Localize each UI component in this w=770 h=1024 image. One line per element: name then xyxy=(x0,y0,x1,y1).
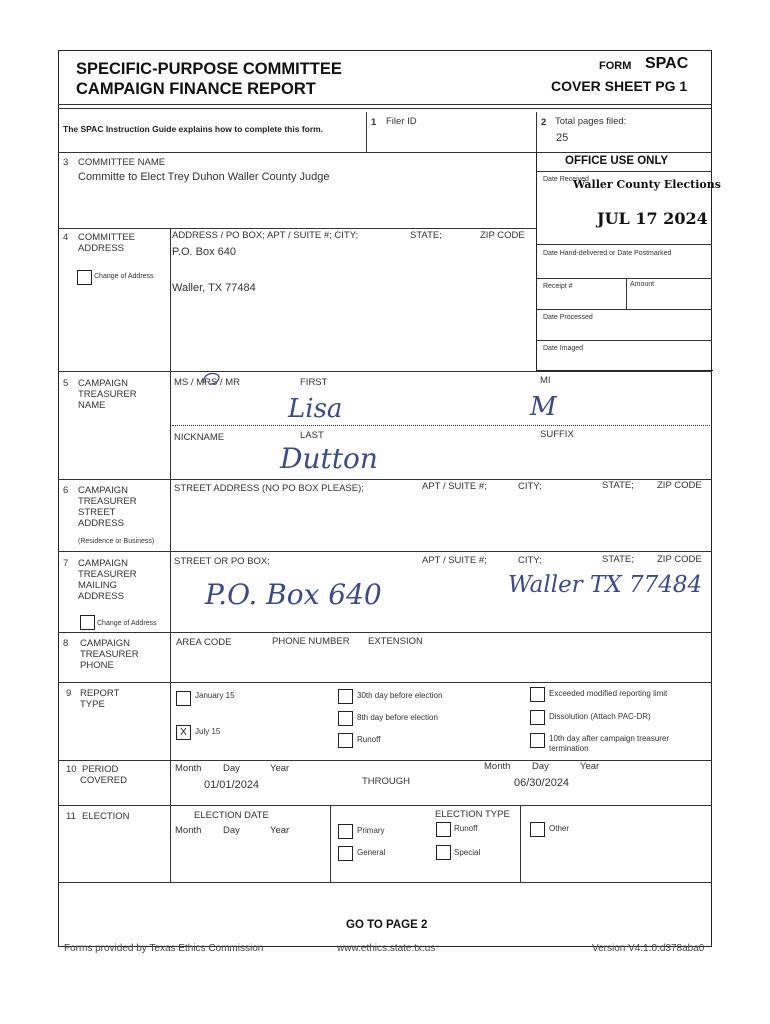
treasurer-name-label2: TREASURER xyxy=(78,389,137,400)
election-date-label: ELECTION DATE xyxy=(194,810,269,821)
period-to-day-label: Day xyxy=(532,761,549,772)
general-label: General xyxy=(357,848,386,857)
divider xyxy=(58,682,712,683)
address-columns-label: ADDRESS / PO BOX; APT / SUITE #; CITY; xyxy=(172,230,359,241)
address-zip-label: ZIP CODE xyxy=(480,230,525,241)
middle-initial-handwritten: M xyxy=(530,392,557,422)
committee-address-line2: Waller, TX 77484 xyxy=(172,282,256,294)
divider xyxy=(170,371,171,479)
street-address-label: STREET ADDRESS (NO PO BOX PLEASE); xyxy=(174,483,364,494)
mailing-label3: MAILING xyxy=(78,580,118,591)
divider xyxy=(58,632,712,633)
cover-sheet-label: COVER SHEET PG 1 xyxy=(551,78,688,94)
title-label: MS / MRS / MR xyxy=(174,377,240,388)
phone-label1: CAMPAIGN xyxy=(80,638,130,649)
change-of-address-label: Change of Address xyxy=(94,273,154,280)
mailing-city-label: CITY; xyxy=(518,555,542,566)
divider xyxy=(330,805,331,882)
divider xyxy=(58,882,712,883)
divider xyxy=(170,805,171,882)
divider xyxy=(58,228,536,229)
january-15-checkbox[interactable] xyxy=(176,691,191,706)
section11-num: 11 xyxy=(66,811,76,822)
election-month-label: Month xyxy=(175,825,202,836)
divider xyxy=(537,340,712,341)
hand-delivered-label: Date Hand-delivered or Date Postmarked xyxy=(543,250,672,257)
section6-num: 6 xyxy=(63,485,69,496)
form-title-line2: CAMPAIGN FINANCE REPORT xyxy=(76,80,316,98)
mailing-apt-label: APT / SUITE #; xyxy=(422,555,487,566)
period-to-year-label: Year xyxy=(580,761,600,772)
divider xyxy=(170,228,171,371)
runoff-election-checkbox[interactable] xyxy=(436,822,451,837)
street-label4: ADDRESS xyxy=(78,518,124,529)
divider xyxy=(537,278,712,279)
street-label1: CAMPAIGN xyxy=(78,485,128,496)
section4-num: 4 xyxy=(63,232,69,243)
period-label2: COVERED xyxy=(80,775,127,786)
mailing-label4: ADDRESS xyxy=(78,591,124,602)
go-to-page-2: GO TO PAGE 2 xyxy=(346,919,428,931)
exceeded-limit-label: Exceeded modified reporting limit xyxy=(549,689,668,698)
section9-num: 9 xyxy=(66,688,72,699)
street-apt-label: APT / SUITE #; xyxy=(422,481,487,492)
july-15-checkbox[interactable]: X xyxy=(176,725,191,740)
divider xyxy=(58,371,712,372)
date-received-label: Date Received xyxy=(543,176,589,183)
8th-day-checkbox[interactable] xyxy=(338,711,353,726)
street-zip-label: ZIP CODE xyxy=(657,480,702,491)
runoff-report-checkbox[interactable] xyxy=(338,733,353,748)
mailing-change-of-address-checkbox[interactable] xyxy=(80,615,95,630)
treasurer-name-label1: CAMPAIGN xyxy=(78,378,128,389)
first-name-label: FIRST xyxy=(300,377,328,388)
divider xyxy=(58,760,712,761)
january-15-label: January 15 xyxy=(195,691,235,700)
first-name-handwritten: Lisa xyxy=(288,394,343,424)
last-name-label: LAST xyxy=(300,430,324,441)
july-15-label: July 15 xyxy=(195,727,221,736)
change-of-address-checkbox[interactable] xyxy=(77,270,92,285)
other-label: Other xyxy=(549,824,570,833)
divider xyxy=(626,278,627,309)
phone-label2: TREASURER xyxy=(80,649,139,660)
address-state-label: STATE; xyxy=(410,230,442,241)
10th-day-label1: 10th day after campaign treasurer xyxy=(549,734,670,743)
form-title-line1: SPECIFIC-PURPOSE COMMITTEE xyxy=(76,60,342,78)
suffix-label: SUFFIX xyxy=(540,429,574,440)
period-from-day-label: Day xyxy=(223,763,240,774)
period-to-month-label: Month xyxy=(484,761,511,772)
phone-number-label: PHONE NUMBER xyxy=(272,636,350,647)
website-link[interactable]: www.ethics.state.tx.us xyxy=(337,943,436,954)
divider xyxy=(170,632,171,682)
mailing-street-label: STREET OR PO BOX; xyxy=(174,556,270,567)
divider xyxy=(170,479,171,551)
section8-num: 8 xyxy=(63,638,69,649)
treasurer-name-label3: NAME xyxy=(78,400,106,411)
period-label1: PERIOD xyxy=(82,764,119,775)
divider xyxy=(170,682,171,760)
dissolution-label: Dissolution (Attach PAC-DR) xyxy=(549,712,651,721)
other-checkbox[interactable] xyxy=(530,822,545,837)
period-to-value: 06/30/2024 xyxy=(514,777,570,789)
filer-id-label: Filer ID xyxy=(386,116,417,127)
total-pages-value: 25 xyxy=(556,132,569,144)
mailing-change-of-address-label: Change of Address xyxy=(97,620,157,627)
street-city-label: CITY; xyxy=(518,481,542,492)
period-from-year-label: Year xyxy=(270,763,290,774)
form-word: FORM xyxy=(599,60,632,72)
divider xyxy=(520,805,521,882)
total-pages-label: Total pages filed: xyxy=(555,116,627,127)
exceeded-limit-checkbox[interactable] xyxy=(530,687,545,702)
committee-name-label: COMMITTEE NAME xyxy=(78,157,166,168)
primary-label: Primary xyxy=(357,826,385,835)
area-code-label: AREA CODE xyxy=(176,637,232,648)
title-circle-mark xyxy=(200,369,222,389)
section5-num: 5 xyxy=(63,378,69,389)
mailing-state-label: STATE; xyxy=(602,554,634,565)
divider xyxy=(58,805,712,806)
period-from-month-label: Month xyxy=(175,763,202,774)
mailing-label1: CAMPAIGN xyxy=(78,558,128,569)
date-processed-label: Date Processed xyxy=(543,314,593,321)
election-year-label: Year xyxy=(270,825,290,836)
last-name-handwritten: Dutton xyxy=(280,442,378,475)
residence-note: (Residence or Business) xyxy=(78,538,155,545)
special-label: Special xyxy=(454,848,481,857)
runoff-election-label: Runoff xyxy=(454,824,478,833)
office-use-title: OFFICE USE ONLY xyxy=(565,155,669,167)
dissolution-checkbox[interactable] xyxy=(530,710,545,725)
divider xyxy=(172,425,712,426)
special-checkbox[interactable] xyxy=(436,845,451,860)
8th-day-label: 8th day before election xyxy=(357,713,438,722)
divider xyxy=(170,760,171,805)
general-checkbox[interactable] xyxy=(338,846,353,861)
amount-label: Amount xyxy=(630,281,655,288)
mailing-zip-label: ZIP CODE xyxy=(657,554,702,565)
primary-checkbox[interactable] xyxy=(338,824,353,839)
total-pages-num: 2 xyxy=(541,117,547,128)
10th-day-label2: termination xyxy=(549,744,589,753)
report-type-label1: REPORT xyxy=(80,688,120,699)
section7-num: 7 xyxy=(63,558,69,569)
divider xyxy=(58,104,712,105)
received-stamp-name: Waller County Elections xyxy=(573,178,721,191)
divider xyxy=(170,551,171,632)
divider xyxy=(58,108,712,109)
election-type-label: ELECTION TYPE xyxy=(435,809,510,820)
phone-label3: PHONE xyxy=(80,660,114,671)
election-label: ELECTION xyxy=(82,811,130,822)
mailing-street-handwritten: P.O. Box 640 xyxy=(205,578,382,611)
extension-label: EXTENSION xyxy=(368,636,423,647)
divider xyxy=(58,551,712,552)
mailing-city-handwritten: Waller TX 77484 xyxy=(508,572,703,598)
mailing-label2: TREASURER xyxy=(78,569,137,580)
filer-id-num: 1 xyxy=(371,117,377,128)
received-stamp-date: JUL 17 2024 xyxy=(597,209,708,228)
form-code: SPAC xyxy=(645,55,689,72)
section10-num: 10 xyxy=(66,764,77,775)
30th-day-label: 30th day before election xyxy=(357,691,443,700)
street-label2: TREASURER xyxy=(78,496,137,507)
divider xyxy=(366,112,367,152)
date-imaged-label: Date Imaged xyxy=(543,345,584,352)
divider xyxy=(537,171,712,172)
middle-initial-label: MI xyxy=(540,375,551,386)
street-state-label: STATE; xyxy=(602,480,634,491)
provided-by: Forms provided by Texas Ethics Commission xyxy=(64,943,264,954)
divider xyxy=(537,244,712,245)
committee-address-label2: ADDRESS xyxy=(78,243,124,254)
version-label: Version V4.1.0.d378aba0 xyxy=(592,943,705,954)
committee-address-line1: P.O. Box 640 xyxy=(172,246,237,258)
committee-name-value: Committe to Elect Trey Duhon Waller County Judge xyxy=(78,171,330,183)
street-label3: STREET xyxy=(78,507,116,518)
election-day-label: Day xyxy=(223,825,240,836)
nickname-label: NICKNAME xyxy=(174,432,225,443)
runoff-report-label: Runoff xyxy=(357,735,381,744)
divider xyxy=(537,309,712,310)
receipt-label: Receipt # xyxy=(543,283,573,290)
30th-day-checkbox[interactable] xyxy=(338,689,353,704)
10th-day-checkbox[interactable] xyxy=(530,733,545,748)
divider xyxy=(536,112,537,152)
section3-num: 3 xyxy=(63,157,69,168)
instruction-guide-note: The SPAC Instruction Guide explains how to complete this form. xyxy=(63,124,324,134)
period-from-value: 01/01/2024 xyxy=(204,779,260,791)
through-label: THROUGH xyxy=(362,776,411,787)
committee-address-label1: COMMITTEE xyxy=(78,232,135,243)
report-type-label2: TYPE xyxy=(80,699,105,710)
